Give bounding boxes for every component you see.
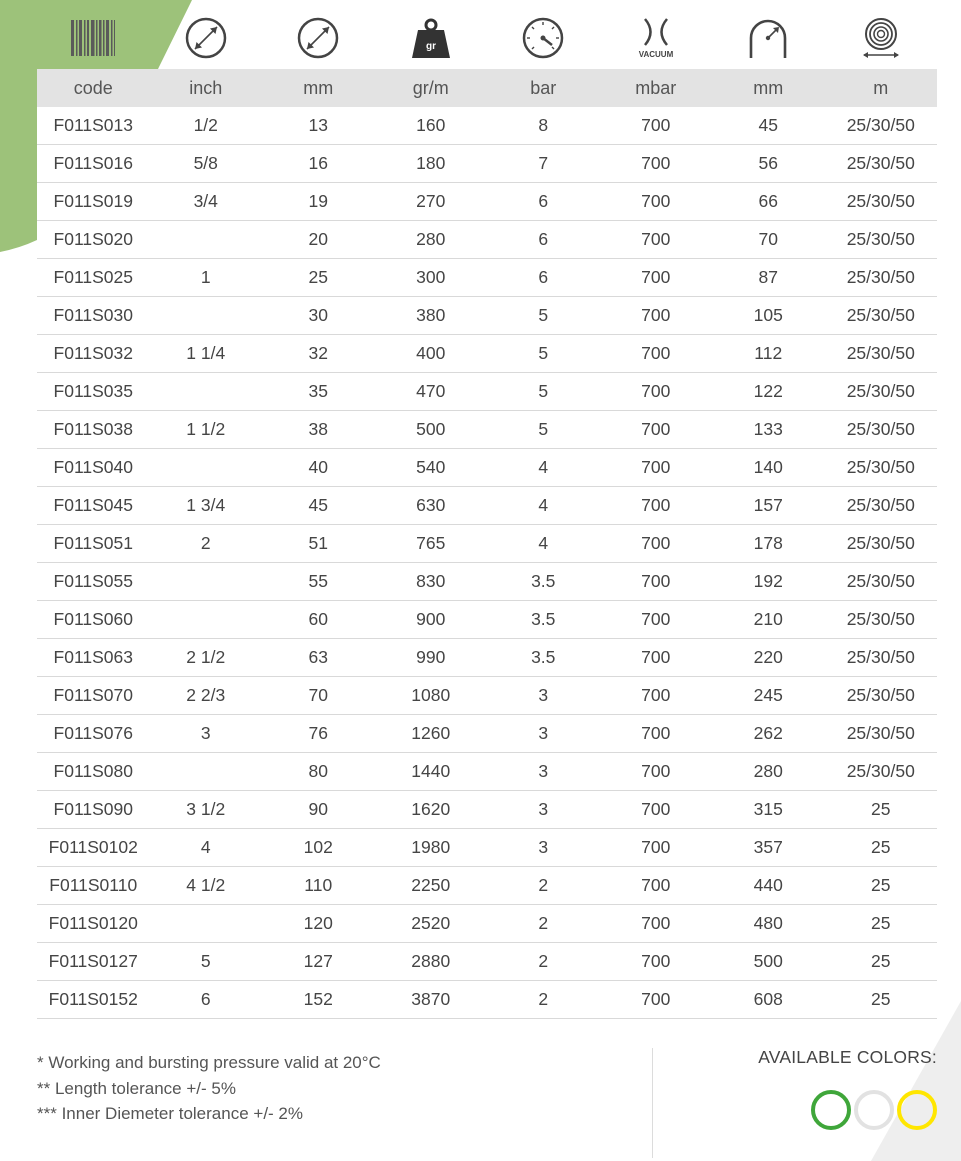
code-cell: F011S038: [37, 411, 150, 449]
code-cell: F011S013: [37, 107, 150, 145]
inch-cell: 4 1/2: [150, 867, 263, 905]
table-row: [37, 943, 937, 981]
mm-diameter-icon: [262, 8, 375, 68]
weight-cell: 500: [375, 411, 488, 449]
column-header-mm: mm: [262, 69, 375, 107]
available-colors-label: AVAILABLE COLORS:: [758, 1047, 937, 1067]
weight-cell: 540: [375, 449, 488, 487]
weight-cell: 2880: [375, 943, 488, 981]
mm-cell: 20: [262, 221, 375, 259]
length-cell: 25: [825, 981, 938, 1019]
table-row: [37, 639, 937, 677]
length-cell: 25/30/50: [825, 411, 938, 449]
bar-cell: 3: [487, 677, 600, 715]
bend-radius-cell: 45: [712, 107, 825, 145]
code-cell: F011S063: [37, 639, 150, 677]
inch-cell: [150, 753, 263, 791]
bar-cell: 6: [487, 183, 600, 221]
mm-cell: 76: [262, 715, 375, 753]
mm-cell: 60: [262, 601, 375, 639]
mbar-cell: 700: [600, 183, 713, 221]
code-cell: F011S035: [37, 373, 150, 411]
bar-cell: 3: [487, 753, 600, 791]
bend-radius-cell: 280: [712, 753, 825, 791]
mm-cell: 19: [262, 183, 375, 221]
weight-cell: 2520: [375, 905, 488, 943]
column-header-weight: gr/m: [375, 69, 488, 107]
inch-cell: 2: [150, 525, 263, 563]
mbar-cell: 700: [600, 373, 713, 411]
bend-radius-cell: 66: [712, 183, 825, 221]
column-header-length: m: [825, 69, 938, 107]
weight-cell: 2250: [375, 867, 488, 905]
inch-cell: 1/2: [150, 107, 263, 145]
weight-icon: [375, 8, 488, 68]
footnotes: [37, 1050, 381, 1127]
inch-cell: 6: [150, 981, 263, 1019]
length-cell: 25/30/50: [825, 525, 938, 563]
bar-cell: 3.5: [487, 563, 600, 601]
bend-radius-cell: 56: [712, 145, 825, 183]
mm-cell: 40: [262, 449, 375, 487]
length-cell: 25/30/50: [825, 297, 938, 335]
mbar-cell: 700: [600, 639, 713, 677]
table-header-row: [37, 69, 937, 107]
weight-cell: 1260: [375, 715, 488, 753]
inch-cell: [150, 373, 263, 411]
weight-cell: 3870: [375, 981, 488, 1019]
bend-radius-cell: 315: [712, 791, 825, 829]
specification-table: [37, 69, 937, 1019]
mbar-cell: 700: [600, 107, 713, 145]
table-row: [37, 145, 937, 183]
mbar-cell: 700: [600, 867, 713, 905]
mbar-cell: 700: [600, 981, 713, 1019]
bar-cell: 5: [487, 335, 600, 373]
weight-cell: 270: [375, 183, 488, 221]
mm-cell: 51: [262, 525, 375, 563]
inch-cell: [150, 563, 263, 601]
coil-length-icon: [825, 8, 938, 68]
table-row: [37, 487, 937, 525]
table-row: [37, 525, 937, 563]
weight-cell: 1620: [375, 791, 488, 829]
weight-cell: 1080: [375, 677, 488, 715]
length-cell: 25: [825, 943, 938, 981]
table-row: [37, 981, 937, 1019]
column-header-mbar: mbar: [600, 69, 713, 107]
weight-cell: 180: [375, 145, 488, 183]
table-row: [37, 867, 937, 905]
inch-cell: 3: [150, 715, 263, 753]
column-header-bar: bar: [487, 69, 600, 107]
length-cell: 25/30/50: [825, 715, 938, 753]
mbar-cell: 700: [600, 601, 713, 639]
mm-cell: 63: [262, 639, 375, 677]
bend-radius-cell: 245: [712, 677, 825, 715]
bend-radius-icon: [712, 8, 825, 68]
length-cell: 25: [825, 829, 938, 867]
mm-cell: 70: [262, 677, 375, 715]
inch-cell: 1 1/4: [150, 335, 263, 373]
weight-cell: 400: [375, 335, 488, 373]
bar-cell: 7: [487, 145, 600, 183]
mm-cell: 35: [262, 373, 375, 411]
mbar-cell: 700: [600, 905, 713, 943]
table-row: [37, 791, 937, 829]
mbar-cell: 700: [600, 753, 713, 791]
length-cell: 25/30/50: [825, 449, 938, 487]
bend-radius-cell: 500: [712, 943, 825, 981]
code-cell: F011S020: [37, 221, 150, 259]
mm-cell: 32: [262, 335, 375, 373]
code-cell: F011S016: [37, 145, 150, 183]
header-icon-row: [37, 8, 937, 68]
bend-radius-cell: 192: [712, 563, 825, 601]
length-cell: 25: [825, 867, 938, 905]
bend-radius-cell: 608: [712, 981, 825, 1019]
bend-radius-cell: 133: [712, 411, 825, 449]
footnote-diameter: *** Inner Diemeter tolerance +/- 2%: [37, 1104, 303, 1123]
bar-cell: 3.5: [487, 639, 600, 677]
table-row: [37, 183, 937, 221]
length-cell: 25/30/50: [825, 259, 938, 297]
code-cell: F011S019: [37, 183, 150, 221]
inch-cell: 3 1/2: [150, 791, 263, 829]
table-row: [37, 677, 937, 715]
mm-cell: 90: [262, 791, 375, 829]
table-body: [37, 107, 937, 1019]
code-cell: F011S032: [37, 335, 150, 373]
bar-cell: 8: [487, 107, 600, 145]
weight-cell: 990: [375, 639, 488, 677]
inch-diameter-icon: [150, 8, 263, 68]
length-cell: 25/30/50: [825, 487, 938, 525]
code-cell: F011S030: [37, 297, 150, 335]
table-row: [37, 753, 937, 791]
weight-cell: 380: [375, 297, 488, 335]
bar-cell: 4: [487, 449, 600, 487]
inch-cell: 3/4: [150, 183, 263, 221]
footer-divider: [652, 1048, 653, 1158]
bar-cell: 2: [487, 867, 600, 905]
inch-cell: [150, 221, 263, 259]
code-cell: F011S040: [37, 449, 150, 487]
table-row: [37, 373, 937, 411]
svg-text:gr: gr: [425, 41, 436, 52]
mm-cell: 127: [262, 943, 375, 981]
bend-radius-cell: 357: [712, 829, 825, 867]
mm-cell: 102: [262, 829, 375, 867]
bar-cell: 5: [487, 297, 600, 335]
mbar-cell: 700: [600, 259, 713, 297]
mbar-cell: 700: [600, 297, 713, 335]
mbar-cell: 700: [600, 715, 713, 753]
bend-radius-cell: 70: [712, 221, 825, 259]
mm-cell: 45: [262, 487, 375, 525]
mm-cell: 16: [262, 145, 375, 183]
mm-cell: 120: [262, 905, 375, 943]
code-cell: F011S0120: [37, 905, 150, 943]
code-cell: F011S025: [37, 259, 150, 297]
color-swatch-yellow: [897, 1090, 937, 1130]
bend-radius-cell: 140: [712, 449, 825, 487]
mbar-cell: 700: [600, 525, 713, 563]
table-row: [37, 107, 937, 145]
table-row: [37, 449, 937, 487]
mm-cell: 80: [262, 753, 375, 791]
mbar-cell: 700: [600, 829, 713, 867]
table-row: [37, 411, 937, 449]
weight-cell: 300: [375, 259, 488, 297]
bar-cell: 2: [487, 905, 600, 943]
length-cell: 25/30/50: [825, 563, 938, 601]
mbar-cell: 700: [600, 791, 713, 829]
code-cell: F011S0102: [37, 829, 150, 867]
length-cell: 25/30/50: [825, 145, 938, 183]
code-cell: F011S055: [37, 563, 150, 601]
weight-cell: 765: [375, 525, 488, 563]
mm-cell: 30: [262, 297, 375, 335]
mbar-cell: 700: [600, 221, 713, 259]
mm-cell: 55: [262, 563, 375, 601]
bend-radius-cell: 480: [712, 905, 825, 943]
mm-cell: 110: [262, 867, 375, 905]
weight-cell: 830: [375, 563, 488, 601]
bar-cell: 4: [487, 525, 600, 563]
bend-radius-cell: 112: [712, 335, 825, 373]
length-cell: 25/30/50: [825, 183, 938, 221]
mbar-cell: 700: [600, 487, 713, 525]
table-row: [37, 601, 937, 639]
bar-cell: 4: [487, 487, 600, 525]
barcode-icon: [37, 8, 150, 68]
code-cell: F011S0152: [37, 981, 150, 1019]
pressure-gauge-icon: [487, 8, 600, 68]
grey-corner-decoration: [871, 1001, 961, 1161]
bend-radius-cell: 105: [712, 297, 825, 335]
weight-cell: 1980: [375, 829, 488, 867]
mbar-cell: 700: [600, 677, 713, 715]
inch-cell: 4: [150, 829, 263, 867]
table-row: [37, 905, 937, 943]
weight-cell: 470: [375, 373, 488, 411]
inch-cell: 2 2/3: [150, 677, 263, 715]
length-cell: 25/30/50: [825, 335, 938, 373]
mm-cell: 152: [262, 981, 375, 1019]
table-row: [37, 259, 937, 297]
bar-cell: 3: [487, 791, 600, 829]
bend-radius-cell: 262: [712, 715, 825, 753]
footnote-length: ** Length tolerance +/- 5%: [37, 1078, 236, 1098]
mm-cell: 13: [262, 107, 375, 145]
mbar-cell: 700: [600, 449, 713, 487]
color-swatch-grey: [854, 1090, 894, 1130]
bar-cell: 3: [487, 715, 600, 753]
mm-cell: 38: [262, 411, 375, 449]
mbar-cell: 700: [600, 943, 713, 981]
color-swatches: [811, 1090, 937, 1130]
length-cell: 25/30/50: [825, 677, 938, 715]
inch-cell: [150, 449, 263, 487]
inch-cell: 1 1/2: [150, 411, 263, 449]
code-cell: F011S051: [37, 525, 150, 563]
bar-cell: 3: [487, 829, 600, 867]
mbar-cell: 700: [600, 335, 713, 373]
bend-radius-cell: 210: [712, 601, 825, 639]
inch-cell: 1: [150, 259, 263, 297]
length-cell: 25/30/50: [825, 107, 938, 145]
inch-cell: 5: [150, 943, 263, 981]
code-cell: F011S060: [37, 601, 150, 639]
weight-cell: 1440: [375, 753, 488, 791]
code-cell: F011S090: [37, 791, 150, 829]
table-row: [37, 563, 937, 601]
mbar-cell: 700: [600, 411, 713, 449]
inch-cell: [150, 905, 263, 943]
bar-cell: 2: [487, 943, 600, 981]
bend-radius-cell: 157: [712, 487, 825, 525]
bar-cell: 5: [487, 373, 600, 411]
table-row: [37, 335, 937, 373]
bar-cell: 2: [487, 981, 600, 1019]
weight-cell: 160: [375, 107, 488, 145]
length-cell: 25/30/50: [825, 221, 938, 259]
inch-cell: 5/8: [150, 145, 263, 183]
vacuum-icon: [600, 8, 713, 68]
weight-cell: 630: [375, 487, 488, 525]
bar-cell: 6: [487, 259, 600, 297]
weight-cell: 900: [375, 601, 488, 639]
bar-cell: 3.5: [487, 601, 600, 639]
bend-radius-cell: 122: [712, 373, 825, 411]
table-row: [37, 221, 937, 259]
length-cell: 25: [825, 791, 938, 829]
inch-cell: [150, 297, 263, 335]
mbar-cell: 700: [600, 563, 713, 601]
length-cell: 25/30/50: [825, 601, 938, 639]
mbar-cell: 700: [600, 145, 713, 183]
table-row: [37, 829, 937, 867]
code-cell: F011S070: [37, 677, 150, 715]
inch-cell: 1 3/4: [150, 487, 263, 525]
bend-radius-cell: 220: [712, 639, 825, 677]
bend-radius-cell: 87: [712, 259, 825, 297]
bar-cell: 6: [487, 221, 600, 259]
table-row: [37, 297, 937, 335]
table-row: [37, 715, 937, 753]
svg-text:VACUUM: VACUUM: [638, 50, 674, 59]
bend-radius-cell: 178: [712, 525, 825, 563]
inch-cell: 2 1/2: [150, 639, 263, 677]
code-cell: F011S080: [37, 753, 150, 791]
length-cell: 25/30/50: [825, 373, 938, 411]
footnote-pressure: * Working and bursting pressure valid at 20°C: [37, 1053, 381, 1072]
code-cell: F011S076: [37, 715, 150, 753]
bar-cell: 5: [487, 411, 600, 449]
code-cell: F011S0110: [37, 867, 150, 905]
column-header-inch: inch: [150, 69, 263, 107]
code-cell: F011S0127: [37, 943, 150, 981]
weight-cell: 280: [375, 221, 488, 259]
code-cell: F011S045: [37, 487, 150, 525]
column-header-bend-radius: mm: [712, 69, 825, 107]
mm-cell: 25: [262, 259, 375, 297]
color-swatch-green: [811, 1090, 851, 1130]
length-cell: 25/30/50: [825, 639, 938, 677]
length-cell: 25/30/50: [825, 753, 938, 791]
column-header-code: code: [37, 69, 150, 107]
bend-radius-cell: 440: [712, 867, 825, 905]
inch-cell: [150, 601, 263, 639]
length-cell: 25: [825, 905, 938, 943]
